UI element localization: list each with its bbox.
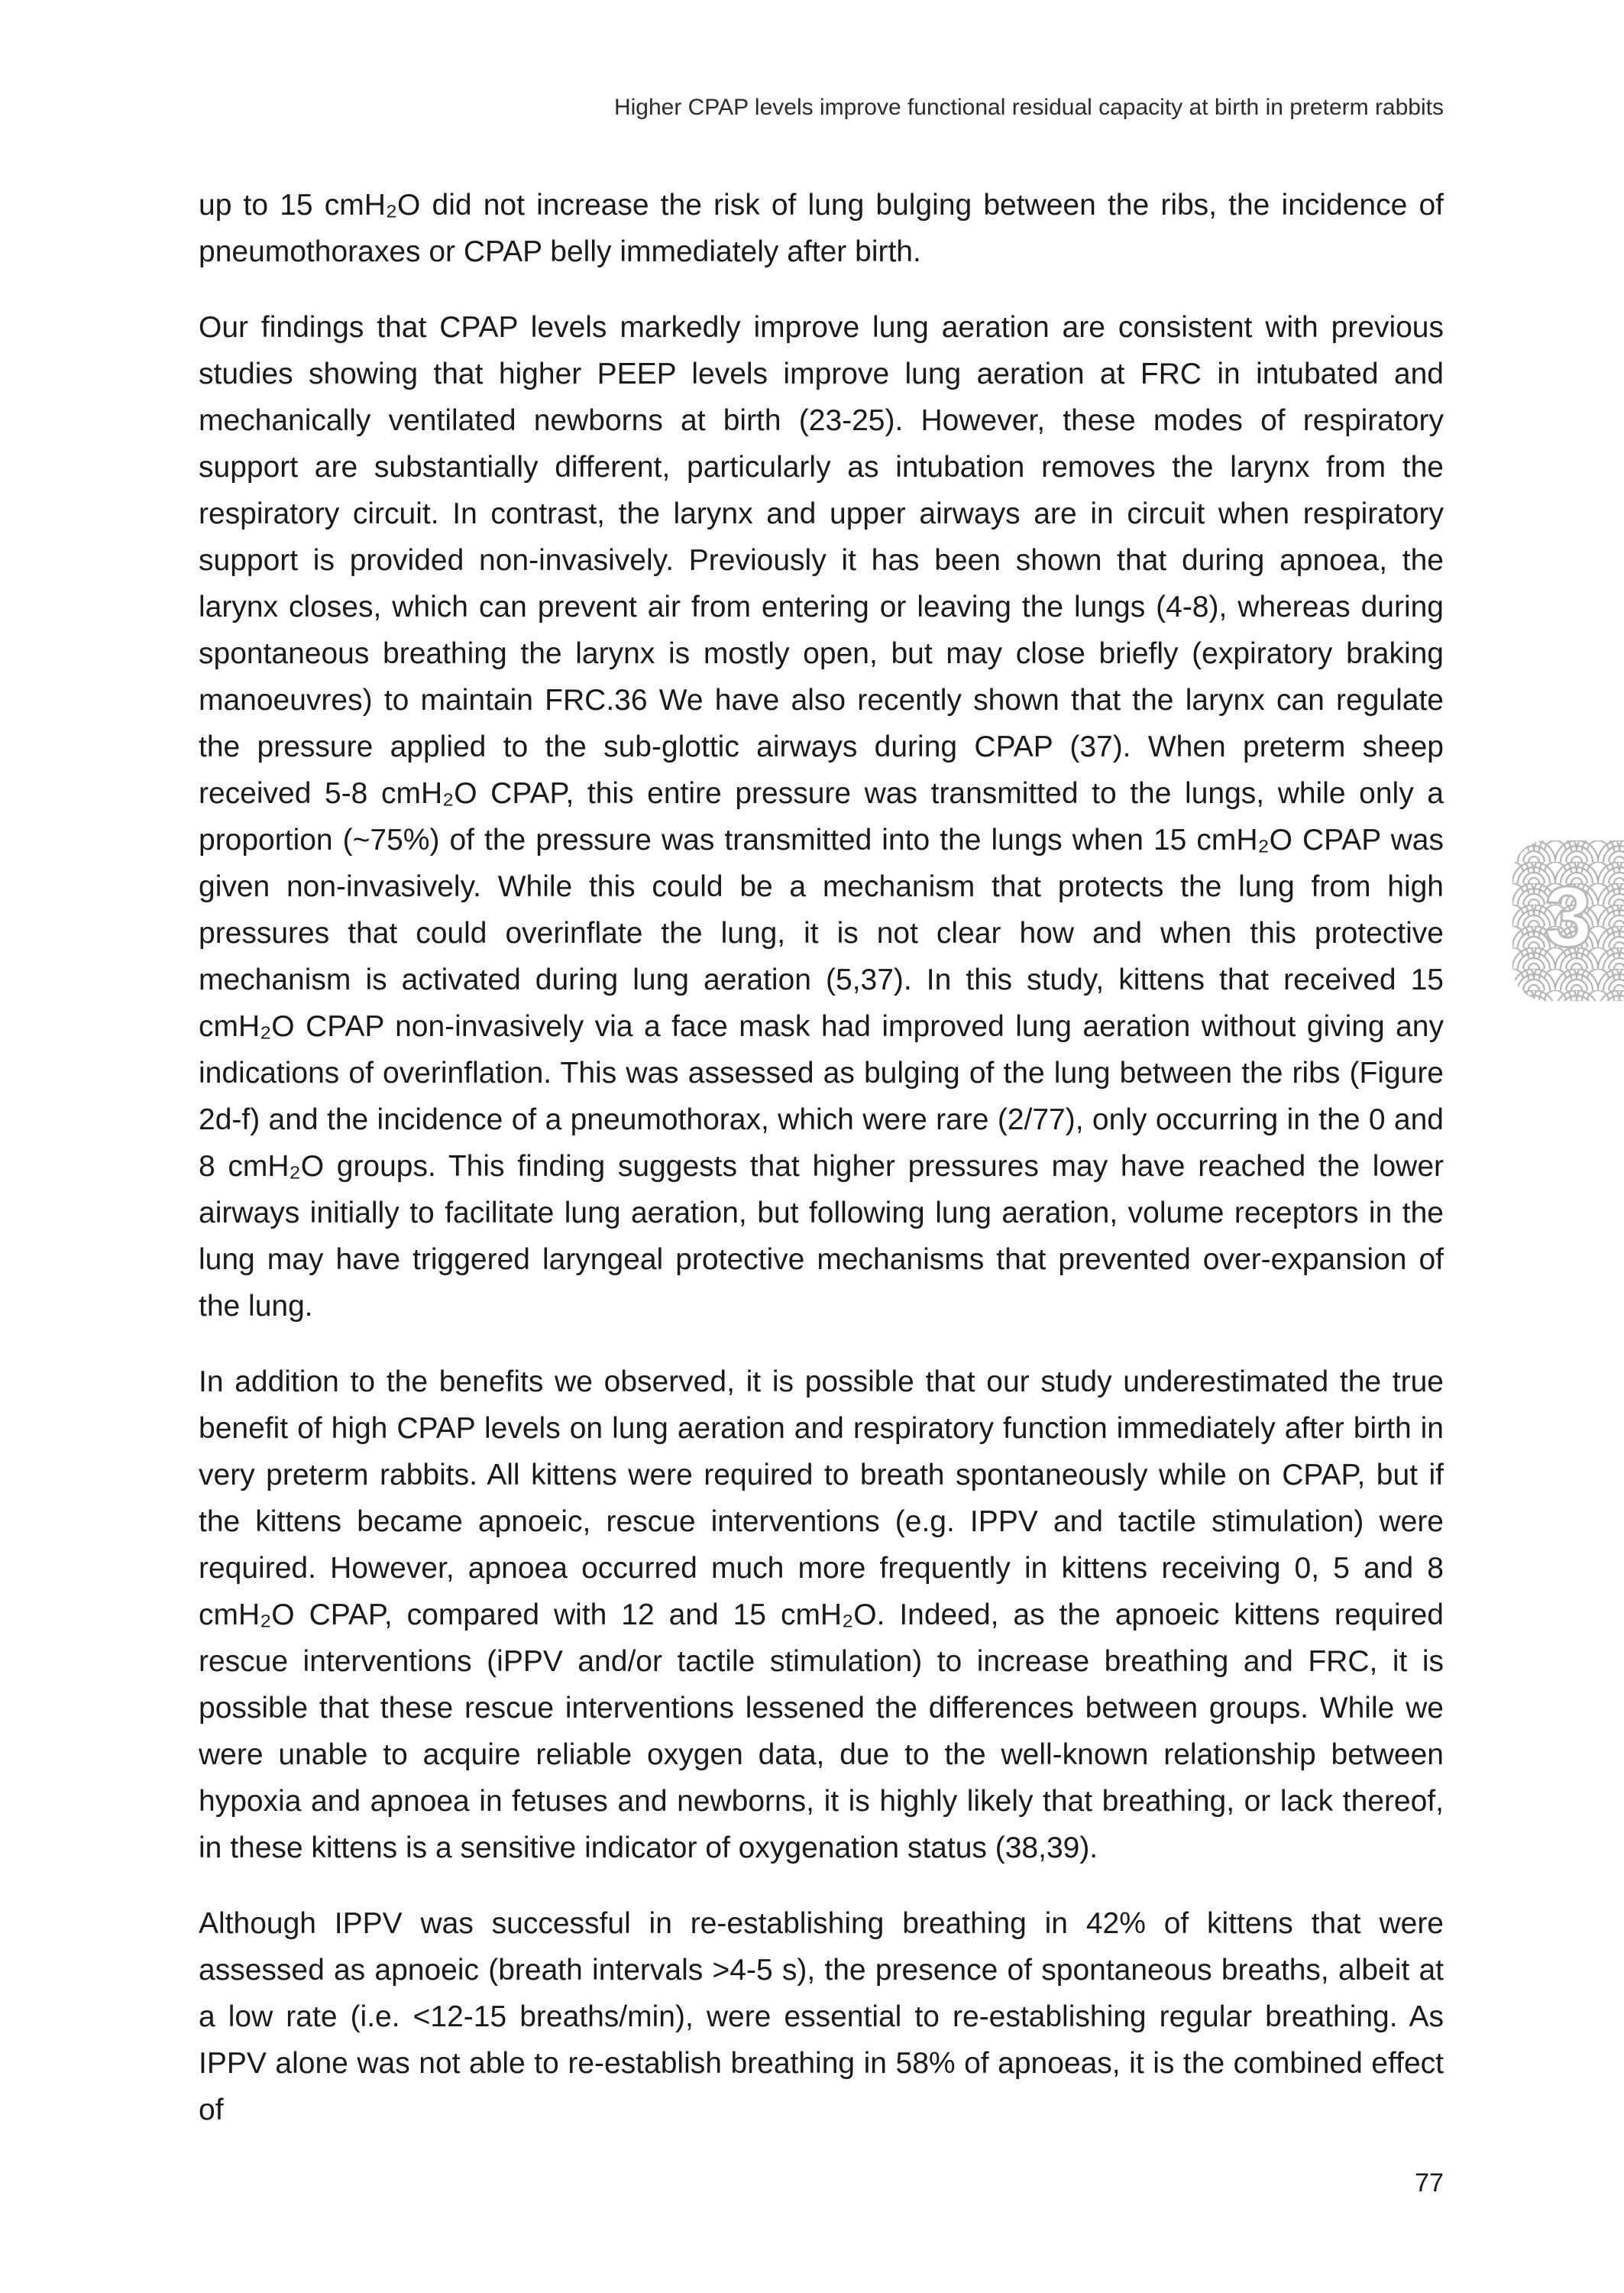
paragraph-2: Our findings that CPAP levels markedly improve lung aeration are consistent with previous studies showing that higher PEEP levels improve lung aeration at FRC in intubated and mechanically ventilated newborns at birth (23-25). However, these modes of respiratory support are substantially different, particularly as intubation removes the larynx from the respiratory circuit. In contrast, the larynx and upper airways are in circuit when respiratory support is provided non-invasively. Previously it has been shown that during apnoea, the larynx closes, which can prevent air from entering or leaving the lungs (4-8), whereas during spontaneous breathing the larynx is mostly open, but may close briefly (expiratory braking manoeuvres) to maintain FRC.36 We have also recently shown that the larynx can regulate the pressure applied to the sub-glottic airways during CPAP (37). When preterm sheep received 5-8 cmH₂O CPAP, this entire pressure was transmitted to the lungs, while only a proportion (~75%) of the pressure was transmitted into the lungs when 15 cmH₂O CPAP was given non-invasively. While this could be a mechanism that protects the lung from high pressures that could overinflate the lung, it is not clear how and when this protective mechanism is activated during lung aeration (5,37). In this study, kittens that received 15 cmH₂O CPAP non-invasively via a face mask had improved lung aeration without giving any indications of overinflation. This was assessed as bulging of the lung between the ribs (Figure 2d-f) and the incidence of a pneumothorax, which were rare (2/77), only occurring in the 0 and 8 cmH₂O groups. This finding suggests that higher pressures may have reached the lower airways initially to facilitate lung aeration, but following lung aeration, volume receptors in the lung may have triggered laryngeal protective mechanisms that prevented over-expansion of the lung.	[199, 311, 1444, 1323]
body-text	[199, 182, 1444, 2162]
chapter-number: 3	[1544, 869, 1593, 964]
chapter-tab	[1512, 840, 1624, 1001]
paragraph-4: Although IPPV was successful in re-establishing breathing in 42% of kittens that were assessed as apnoeic (breath intervals >4-5 s), the presence of spontaneous breaths, albeit at a low rate (i.e. <12-15 breaths/min), were essential to re-establishing regular breathing. As IPPV alone was not able to re-establish breathing in 58% of apnoeas, it is the combined effect of	[199, 1907, 1444, 2126]
page-number: 77	[1415, 2168, 1444, 2197]
paragraph-1: up to 15 cmH₂O did not increase the risk of lung bulging between the ribs, the incidence of pneumothoraxes or CPAP belly immediately after birth.	[199, 189, 1444, 268]
paragraph-3: In addition to the benefits we observed, it is possible that our study underestimated the true benefit of high CPAP levels on lung aeration and respiratory function immediately after birth in very preterm rabbits. All kittens were required to breath spontaneously while on CPAP, but if the kittens became apnoeic, rescue interventions (e.g. IPPV and tactile stimulation) were required. However, apnoea occurred much more frequently in kittens receiving 0, 5 and 8 cmH₂O CPAP, compared with 12 and 15 cmH₂O. Indeed, as the apnoeic kittens required rescue interventions (iPPV and/or tactile stimulation) to increase breathing and FRC, it is possible that these rescue interventions lessened the differences between groups. While we were unable to acquire reliable oxygen data, due to the well-known relationship between hypoxia and apnoea in fetuses and newborns, it is highly likely that breathing, or lack thereof, in these kittens is a sensitive indicator of oxygenation status (38,39).	[199, 1365, 1444, 1864]
running-header: Higher CPAP levels improve functional residual capacity at birth in preterm rabbits	[613, 95, 1444, 120]
